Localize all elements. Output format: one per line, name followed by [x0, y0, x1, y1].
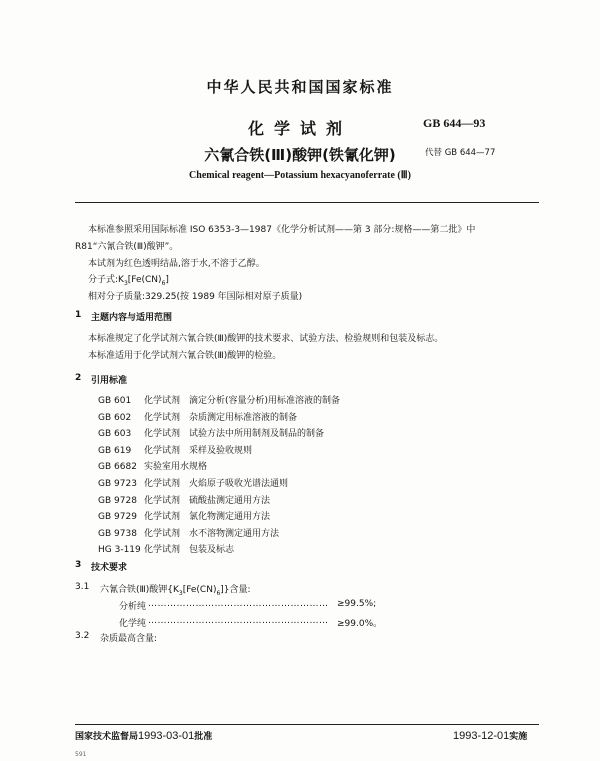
document-title-line1: 化学试剂: [247, 119, 352, 138]
footer-divider: [75, 724, 539, 725]
s31-text-a: 六氰合铁(Ⅲ)酸钾{K: [100, 585, 179, 595]
reference-item: [98, 443, 340, 460]
s31-text-b: [Fe(CN): [182, 585, 217, 595]
reference-code: GB 603: [98, 429, 132, 440]
reference-code: GB 619: [98, 445, 132, 456]
reference-title: 化学试剂 硫酸盐测定通用方法: [144, 495, 271, 506]
grade-chemical-leader: …………………………………………………: [148, 616, 329, 626]
reference-item: [98, 493, 340, 510]
issuing-country-standard-title: 中华人民共和国国家标准: [206, 78, 394, 96]
reference-title: 化学试剂 滴定分析(容量分析)用标准溶液的制备: [144, 396, 341, 406]
document-title-english: Chemical reagent—Potassium hexacyanoferrate (Ⅲ): [189, 170, 411, 181]
section-2-title: 引用标准: [91, 376, 128, 386]
reference-item: [98, 459, 340, 476]
section-3-title: 技术要求: [91, 563, 128, 573]
grade-chemical-label: 化学纯: [119, 619, 147, 629]
title-divider: [75, 202, 539, 203]
formula-end: ]: [165, 275, 169, 285]
effective-suffix: 实施: [509, 732, 528, 742]
reference-code: GB 9723: [98, 478, 137, 489]
effective-date: 1993-12-01: [453, 730, 510, 742]
formula-cn-subscript: 6: [161, 279, 166, 287]
section-3-1-text: [100, 582, 251, 597]
reference-title: 实验室用水规格: [144, 462, 208, 473]
effective-line: [453, 729, 527, 742]
section-2-number: 2: [75, 373, 82, 383]
section-3-2-number: 3.2: [75, 631, 90, 641]
approval-suffix: 批准: [194, 732, 213, 742]
s31-sub-1: 3: [178, 589, 183, 597]
approval-date: 1993-03-01: [138, 730, 195, 742]
section-3-number: 3: [75, 560, 82, 570]
reference-item: [98, 426, 340, 443]
formula-k-subscript: 3: [123, 279, 128, 287]
page-number: 591: [75, 751, 87, 758]
standard-number: GB 644—93: [423, 116, 486, 130]
section-1-paragraph-2: 本标准适用于化学试剂六氰合铁(Ⅲ)酸钾的检验。: [88, 351, 282, 361]
relative-molecular-mass: 相对分子质量:329.25(按 1989 年国际相对原子质量): [88, 292, 303, 302]
reference-title: 化学试剂 杂质测定用标准溶液的制备: [144, 412, 298, 423]
approval-org: 国家技术监督局: [75, 732, 139, 742]
reference-item: [98, 526, 340, 543]
reference-item: [98, 393, 340, 410]
s31-text-c: ]}含量:: [220, 585, 251, 595]
formula-k: K: [118, 275, 124, 285]
s31-sub-2: 6: [216, 589, 221, 597]
intro-paragraph-line1: 本标准参照采用国际标准 ISO 6353-3—1987《化学分析试剂——第 3 部分:规格——第二批》中: [88, 225, 476, 235]
reference-code: GB 6682: [98, 462, 137, 473]
reference-title: 化学试剂 氯化物测定通用方法: [144, 512, 271, 523]
reference-title: 化学试剂 火焰原子吸收光谱法通则: [144, 478, 289, 489]
intro-description: 本试剂为红色透明结晶,溶于水,不溶于乙醇。: [88, 259, 265, 269]
intro-paragraph-line2: R81“六氰合铁(Ⅲ)酸钾”。: [75, 242, 179, 252]
molecular-formula: [88, 272, 169, 287]
reference-code: GB 9728: [98, 495, 137, 506]
reference-code: GB 602: [98, 412, 132, 423]
grade-analytical-leader: …………………………………………………: [148, 599, 329, 609]
reference-title: 化学试剂 试验方法中所用制剂及制品的制备: [144, 429, 325, 440]
section-3-1-number: 3.1: [75, 582, 90, 592]
reference-title: 化学试剂 水不溶物测定通用方法: [144, 528, 280, 539]
reference-code: HG 3-119: [98, 545, 141, 556]
reference-list: [98, 393, 340, 559]
reference-title: 化学试剂 采样及验收规则: [144, 445, 253, 456]
grade-analytical-label: 分析纯: [119, 602, 147, 612]
formula-mid: [Fe(CN): [127, 275, 162, 285]
approval-line: [75, 729, 212, 742]
section-3-2-text: 杂质最高含量:: [100, 634, 158, 644]
section-1-paragraph-1: 本标准规定了化学试剂六氰合铁(Ⅲ)酸钾的技术要求、试验方法、检验规则和包装及标志。: [88, 334, 444, 344]
reference-item: [98, 410, 340, 427]
reference-item: [98, 509, 340, 526]
document-title-line2: 六氰合铁(Ⅲ)酸钾(铁氰化钾): [204, 146, 396, 164]
reference-code: GB 601: [98, 396, 132, 406]
reference-code: GB 9738: [98, 528, 137, 539]
reference-title: 化学试剂 包装及标志: [144, 545, 235, 556]
replaces-standard: 代替 GB 644—77: [425, 148, 496, 158]
grade-analytical-value: ≥99.5%;: [337, 599, 377, 609]
grade-chemical-value: ≥99.0%。: [337, 619, 383, 629]
reference-code: GB 9729: [98, 512, 137, 523]
section-1-title: 主题内容与适用范围: [91, 313, 173, 323]
section-1-number: 1: [75, 310, 82, 320]
reference-item: [98, 476, 340, 493]
reference-item: [98, 542, 340, 559]
formula-label: 分子式:: [88, 275, 119, 285]
